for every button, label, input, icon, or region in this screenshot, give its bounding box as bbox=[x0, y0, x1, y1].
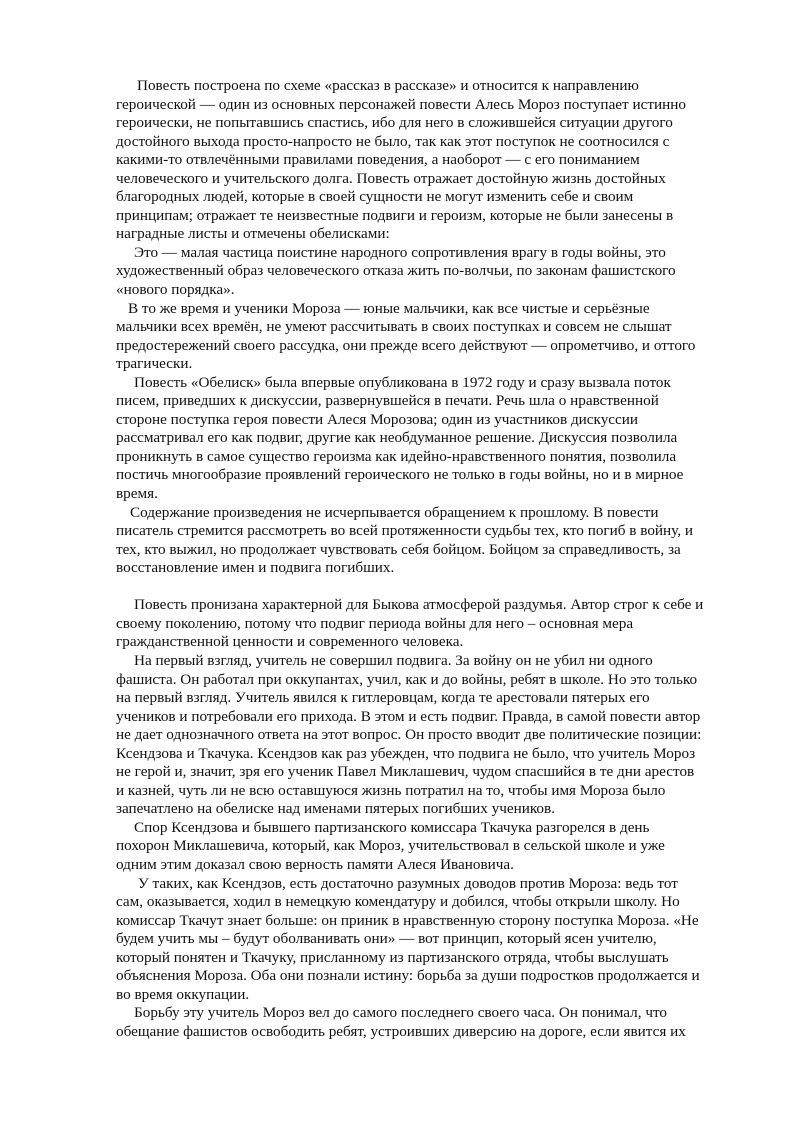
text-line: проникнуть в самое существо героизма как идейно-нравственного понятия, позволила bbox=[116, 447, 677, 465]
text-line: похорон Миклашевича, который, как Мороз, учительствовал в сельской школе и уже bbox=[116, 837, 665, 855]
text-line: наградные листы и отмечены обелисками: bbox=[116, 225, 390, 243]
text-line: своему поколению, потому что подвиг периода войны для него – основная мера bbox=[116, 614, 634, 632]
text-line: объяснения Мороза. Оба они познали истину: борьба за души подростков продолжается и bbox=[116, 967, 700, 985]
paragraph bbox=[116, 300, 746, 374]
text-line: писатель стремится рассмотреть во всей протяженности судьбы тех, кто погиб в войну, и bbox=[116, 522, 693, 540]
text-line: комиссар Ткачут знает больше: он приник в нравственную сторону поступка Мороза. «Не bbox=[116, 911, 699, 929]
text-line: Повесть построена по схеме «рассказ в рассказе» и относится к направлению bbox=[137, 77, 639, 94]
text-line: достойного выхода просто-напросто не было, так как этот поступок не соотносился с bbox=[116, 132, 670, 150]
text-line: сам, оказывается, ходил в немецкую комендатуру и добился, чтобы открыли школу. Но bbox=[116, 893, 680, 911]
text-line: учеников и потребовали его прихода. В этом и есть подвиг. Правда, в самой повести автор bbox=[116, 707, 701, 725]
text-line: Повесть пронизана характерной для Быкова атмосферой раздумья. Автор строг к себе и bbox=[134, 596, 704, 614]
text-line: восстановление имен и подвига погибших. bbox=[116, 559, 395, 577]
text-line: предостережений своего рассудка, они прежде всего действуют — опрометчиво, и оттого bbox=[116, 336, 696, 354]
text-line: У таких, как Ксендзов, есть достаточно разумных доводов против Мороза: ведь тот bbox=[138, 874, 678, 892]
paragraph bbox=[116, 819, 746, 875]
text-line: время. bbox=[116, 485, 158, 503]
text-line: Повесть «Обелиск» была впервые опубликована в 1972 году и сразу вызвала поток bbox=[134, 373, 671, 391]
text-line: запечатлено на обелиске над именами пятерых погибших учеников. bbox=[116, 800, 555, 818]
text-line: будем учить мы – будут оболванивать они» — вот принцип, который ясен учителю, bbox=[116, 930, 657, 948]
text-line: во время оккупации. bbox=[116, 985, 250, 1003]
text-line: какими-то отвлечёнными правилами поведения, а наоборот — с его пониманием bbox=[116, 151, 640, 169]
text-line: обещание фашистов освободить ребят, устроивших диверсию на дороге, если явится их bbox=[116, 1022, 686, 1040]
text-line: писем, приведших к дискуссии, развернувшейся в печати. Речь шла о нравственной bbox=[116, 392, 659, 410]
document-body bbox=[116, 77, 746, 1041]
paragraph bbox=[116, 1004, 746, 1041]
text-line: рассматривал его как подвиг, другие как необдуманное решение. Дискуссия позволила bbox=[116, 429, 678, 447]
text-line: Это — малая частица поистине народного сопротивления врагу в годы войны, это bbox=[134, 243, 666, 261]
text-line: трагически. bbox=[116, 355, 193, 373]
text-line: одним этим доказал свою верность памяти Алеся Ивановича. bbox=[116, 855, 514, 873]
text-line: фашиста. Он работал при оккупантах, учил, как и до войны, ребят в школе. Но это только bbox=[116, 670, 698, 688]
text-line: на первый взгляд. Учитель явился к гитлеровцам, когда те арестовали пятерых его bbox=[116, 689, 650, 707]
text-line: В то же время и ученики Мороза — юные мальчики, как все чистые и серьёзные bbox=[128, 299, 650, 317]
text-line: героически, не попытавшись спастись, ибо для него в сложившейся ситуации другого bbox=[116, 114, 673, 132]
text-line: и казней, чуть ли не всю оставшуюся жизнь потратил на то, чтобы имя Мороза было bbox=[116, 781, 666, 799]
paragraph bbox=[116, 504, 746, 578]
text-line: тех, кто выжил, но продолжает чувствовать себя бойцом. Бойцом за справедливость, за bbox=[116, 540, 681, 558]
paragraph bbox=[116, 77, 746, 244]
paragraph bbox=[116, 875, 746, 1005]
text-line: который понятен и Ткачуку, присланному из партизанского отряда, чтобы выслушать bbox=[116, 948, 669, 966]
text-line: постичь многообразие проявлений героического не только в годы войны, но и в мирное bbox=[116, 466, 684, 484]
text-line: мальчики всех времён, не умеют рассчитывать в своих поступках и совсем не слышат bbox=[116, 318, 672, 336]
text-line: Ксендзова и Ткачука. Ксендзов как раз убежден, что подвига не было, что учитель Мороз bbox=[116, 744, 696, 762]
text-line: не дает однозначного ответа на этот вопрос. Он просто вводит две политические позиции: bbox=[116, 726, 702, 744]
paragraph bbox=[116, 244, 746, 300]
paragraph bbox=[116, 652, 746, 819]
paragraph-gap bbox=[116, 578, 746, 597]
text-line: Содержание произведения не исчерпывается обращением к прошлому. В повести bbox=[130, 503, 659, 521]
paragraph bbox=[116, 596, 746, 652]
text-line: не герой и, значит, зря его ученик Павел Миклашевич, чудом спасшийся в те дни арестов bbox=[116, 763, 695, 781]
text-line: благородных людей, которые в своей сущности не могут изменить себе и своим bbox=[116, 188, 634, 206]
paragraph bbox=[116, 374, 746, 504]
text-line: На первый взгляд, учитель не совершил подвига. За войну он не убил ни одного bbox=[134, 651, 653, 669]
text-line: принципам; отражает те неизвестные подвиги и героизм, которые не были занесены в bbox=[116, 206, 674, 224]
text-line: человеческого и учительского долга. Повесть отражает достойную жизнь достойных bbox=[116, 169, 666, 187]
text-line: «нового порядка». bbox=[116, 281, 235, 299]
text-line: Борьбу эту учитель Мороз вел до самого последнего своего часа. Он понимал, что bbox=[134, 1004, 667, 1022]
text-line: гражданственной ценности и современного человека. bbox=[116, 633, 464, 651]
text-line: героической — один из основных персонажей повести Алесь Мороз поступает истинно bbox=[116, 95, 686, 113]
text-line: художественный образ человеческого отказа жить по-волчьи, по законам фашистского bbox=[116, 262, 676, 280]
text-line: Спор Ксендзова и бывшего партизанского комиссара Ткачука разгорелся в день bbox=[134, 818, 650, 836]
text-line: стороне поступка героя повести Алеся Морозова; один из участников дискуссии bbox=[116, 410, 639, 428]
